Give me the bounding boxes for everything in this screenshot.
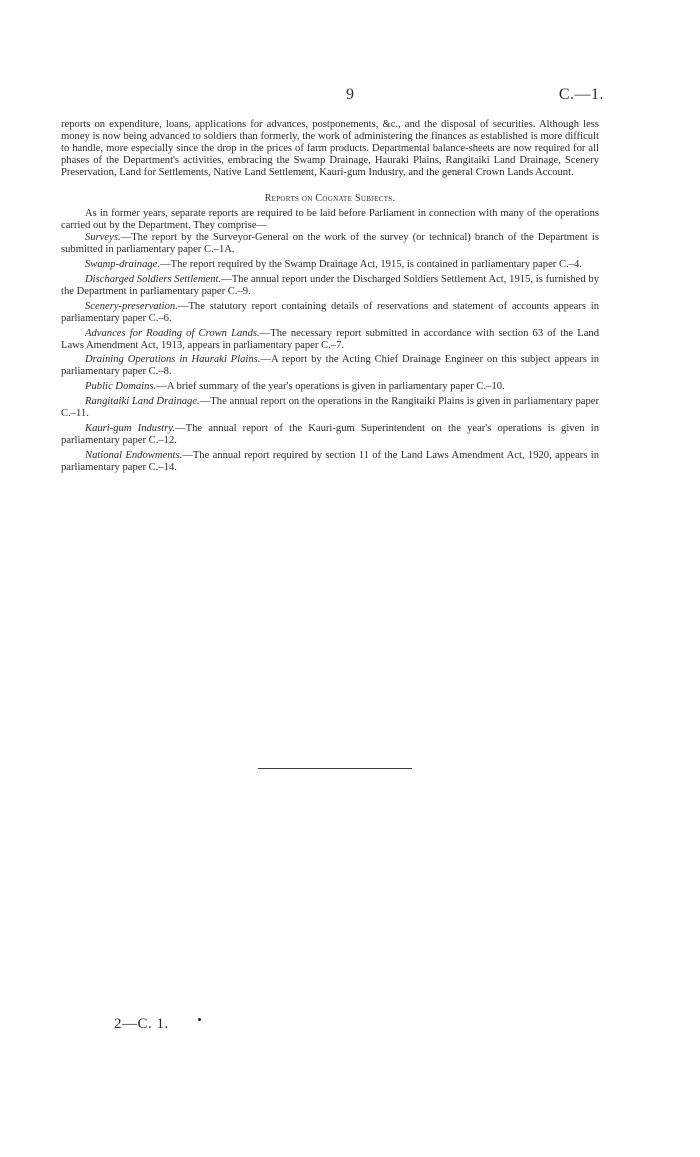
entry-title: Public Domains. <box>85 381 157 393</box>
page-number: 9 <box>346 86 354 103</box>
entry-title: Discharged Soldiers Settlement. <box>85 273 222 285</box>
entry-text: —The annual report on the operations in the Rangitaiki Plains is given in parliamentary paper C.–11. <box>61 396 600 420</box>
entry-title: Rangitaiki Land Drainage. <box>85 396 200 408</box>
entry-text: —The annual report under the Discharged Soldiers Settlement Act, 1915, is furnished by the Department in parliamentary paper C.–9. <box>61 273 599 297</box>
report-entry-scenery-preservation <box>61 301 599 325</box>
entry-text: —The necessary report submitted in accordance with section 63 of the Land Laws Amendment Act, 1913, appears in parliamentary paper C.–7. <box>61 327 600 351</box>
section-intro: As in former years, separate reports are required to be laid before Parliament in connection with many of the operations carried out by the Department. They comprise— <box>61 208 599 232</box>
entry-title: Swamp-drainage. <box>85 259 161 271</box>
report-entry-rangitaiki-drainage <box>61 396 599 420</box>
report-entry-discharged-soldiers <box>61 274 599 298</box>
section-divider-rule <box>258 768 412 769</box>
entry-text: —The report by the Surveyor-General on the work of the survey (or technical) branch of the Department is submitted in parliamentary paper C.–1A. <box>61 232 599 256</box>
dot-mark-icon <box>198 1018 201 1021</box>
intro-paragraph: reports on expenditure, loans, applications for advances, postponements, &c., and the disposal of securities. Although less money is now being advanced to soldiers than formerly, the work of administering the finances as established is more difficult to handle, more especially since the drop in the prices of farm products. Departmental balance-sheets are now required for all phases of the Department's activities, embracing the Swamp Drainage, Hauraki Plains, Rangitaiki Land Drainage, Scenery Preservation, Land for Settlements, Native Land Settlement, Kauri-gum Industry, and the general Crown Lands Account. <box>61 119 599 178</box>
entry-title: Advances for Roading of Crown Lands. <box>85 327 260 339</box>
entry-title: Scenery-preservation. <box>85 300 178 312</box>
document-code: C.—1. <box>558 86 604 103</box>
entry-title: Surveys. <box>85 232 121 244</box>
entry-text: —A brief summary of the year's operations is given in parliamentary paper C.–10. <box>156 381 505 393</box>
report-entry-kauri-gum <box>61 423 599 447</box>
entry-text: —The annual report required by section 11 of the Land Laws Amendment Act, 1920, appears in parliamentary paper C.–14. <box>61 449 599 473</box>
report-entry-surveys <box>61 232 599 256</box>
entry-title: National Endowments. <box>85 449 183 461</box>
report-entry-national-endowments <box>61 450 599 474</box>
report-entry-hauraki-drainage <box>61 354 599 378</box>
report-entry-swamp-drainage <box>61 259 599 271</box>
page-header <box>0 86 700 108</box>
entry-text: —The statutory report containing details of reservations and statement of accounts appears in parliamentary paper C.–6. <box>61 300 599 324</box>
entry-text: —The report required by the Swamp Drainage Act, 1915, is contained in parliamentary paper C.–4. <box>160 259 582 271</box>
report-entry-roading-advances <box>61 328 599 352</box>
page-body <box>61 119 599 474</box>
entry-text: —A report by the Acting Chief Drainage Engineer on this subject appears in parliamentary paper C.–8. <box>61 354 599 378</box>
report-entry-public-domains <box>61 381 599 393</box>
signature-mark: 2—C. 1. <box>114 1016 169 1032</box>
entry-text: —The annual report of the Kauri-gum Superintendent on the year's operations is given in parliamentary paper C.–12. <box>61 422 599 446</box>
entry-title: Draining Operations in Hauraki Plains. <box>85 354 261 366</box>
entry-title: Kauri-gum Industry. <box>85 422 176 434</box>
section-heading: Reports on Cognate Subjects. <box>264 192 396 204</box>
